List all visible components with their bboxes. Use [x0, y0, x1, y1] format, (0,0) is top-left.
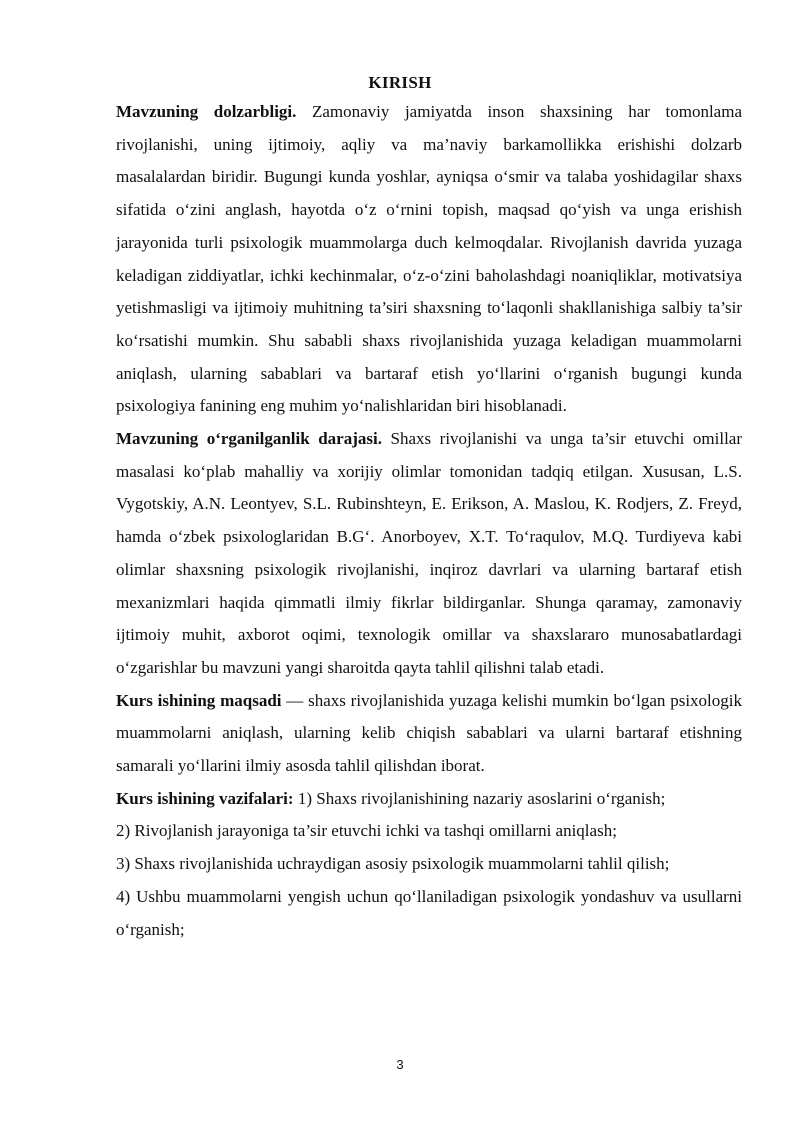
paragraph-lead: Mavzuning o‘rganilganlik darajasi. [116, 429, 382, 449]
paragraph-text: 2) Rivojlanish jarayoniga ta’sir etuvchi ichki va tashqi omillarni aniqlash; [116, 821, 617, 841]
paragraph-lead: Mavzuning dolzarbligi. [116, 102, 297, 121]
paragraph-study-level [116, 423, 742, 685]
page-number: 3 [396, 1057, 404, 1072]
paragraph-lead: Kurs ishining vazifalari: [116, 788, 294, 808]
page-title: KIRISH [368, 73, 432, 92]
task-item [116, 815, 742, 848]
paragraph-text: — shaxs rivojlanishida yuzaga kelishi mumkin bo‘lgan psixologik muammolarni aniqlash, ularning kelib chiqish sabablari va ularni bartaraf etishning samarali yo‘llarini ilmiy asosda tahlil qilishdan iborat. [116, 690, 742, 776]
paragraph-text: 3) Shaxs rivojlanishida uchraydigan asosiy psixologik muammolarni tahlil qilish; [116, 854, 670, 874]
paragraph-goal [116, 685, 742, 783]
task-item [116, 848, 742, 881]
task-item [116, 881, 742, 946]
paragraph-text: Zamonaviy jamiyatda inson shaxsining har tomonlama rivojlanishi, uning ijtimoiy, aqliy va ma’naviy barkamollikka erishishi dolzarb masalalardan biridir. Bugungi kunda yoshlar, ayniqsa o‘smir va talaba yoshidagilar shaxs sifatida o‘zini anglash, hayotda o‘z o‘rnini topish, maqsad qo‘yish va unga erishish jarayonida turli psixologik muammolarga duch kelmoqdalar. Rivojlanish davrida yuzaga keladigan ziddiyatlar, ichki kechinmalar, o‘z-o‘zini baholashdagi noaniqliklar, motivatsiya yetishmasligi va ijtimoiy muhitning ta’siri shaxsning to‘laqonli shakllanishiga salbiy ta’sir ko‘rsatishi mumkin. Shu sababli shaxs rivojlanishida yuzaga keladigan muammolarni aniqlash, ularning sabablari va bartaraf etish yo‘llarini o‘rganish bugungi kunda psixologiya fanining eng muhim yo‘nalishlaridan biri hisoblanadi. [116, 102, 742, 416]
paragraph-relevance [116, 96, 742, 423]
paragraph-text: 4) Ushbu muammolarni yengish uchun qo‘llaniladigan psixologik yondashuv va usullarni o‘rganish; [116, 886, 742, 939]
paragraph-tasks [116, 783, 742, 816]
document-body [116, 96, 742, 946]
paragraph-lead: Kurs ishining maqsadi [116, 690, 282, 710]
paragraph-text: Shaxs rivojlanishi va unga ta’sir etuvchi omillar masalasi ko‘plab mahalliy va xorijiy olimlar tomonidan tadqiq etilgan. Xususan, L.S. Vygotskiy, A.N. Leontyev, S.L. Rubinshteyn, E. Erikson, A. Maslou, K. Rodjers, Z. Freyd, hamda o‘zbek psixologlaridan B.G‘. Anorboyev, X.T. To‘raqulov, M.Q. Turdiyeva kabi olimlar shaxsning psixologik rivojlanishi, inqiroz davrlari va ularning bartaraf etish mexanizmlari haqida qimmatli ilmiy fikrlar bildirganlar. Shunga qaramay, zamonaviy ijtimoiy muhit, axborot oqimi, texnologik omillar va shaxslararo munosabatlardagi o‘zgarishlar bu mavzuni yangi sharoitda qayta tahlil qilishni talab etadi. [116, 429, 742, 677]
paragraph-text: 1) Shaxs rivojlanishining nazariy asoslarini o‘rganish; [293, 788, 666, 808]
